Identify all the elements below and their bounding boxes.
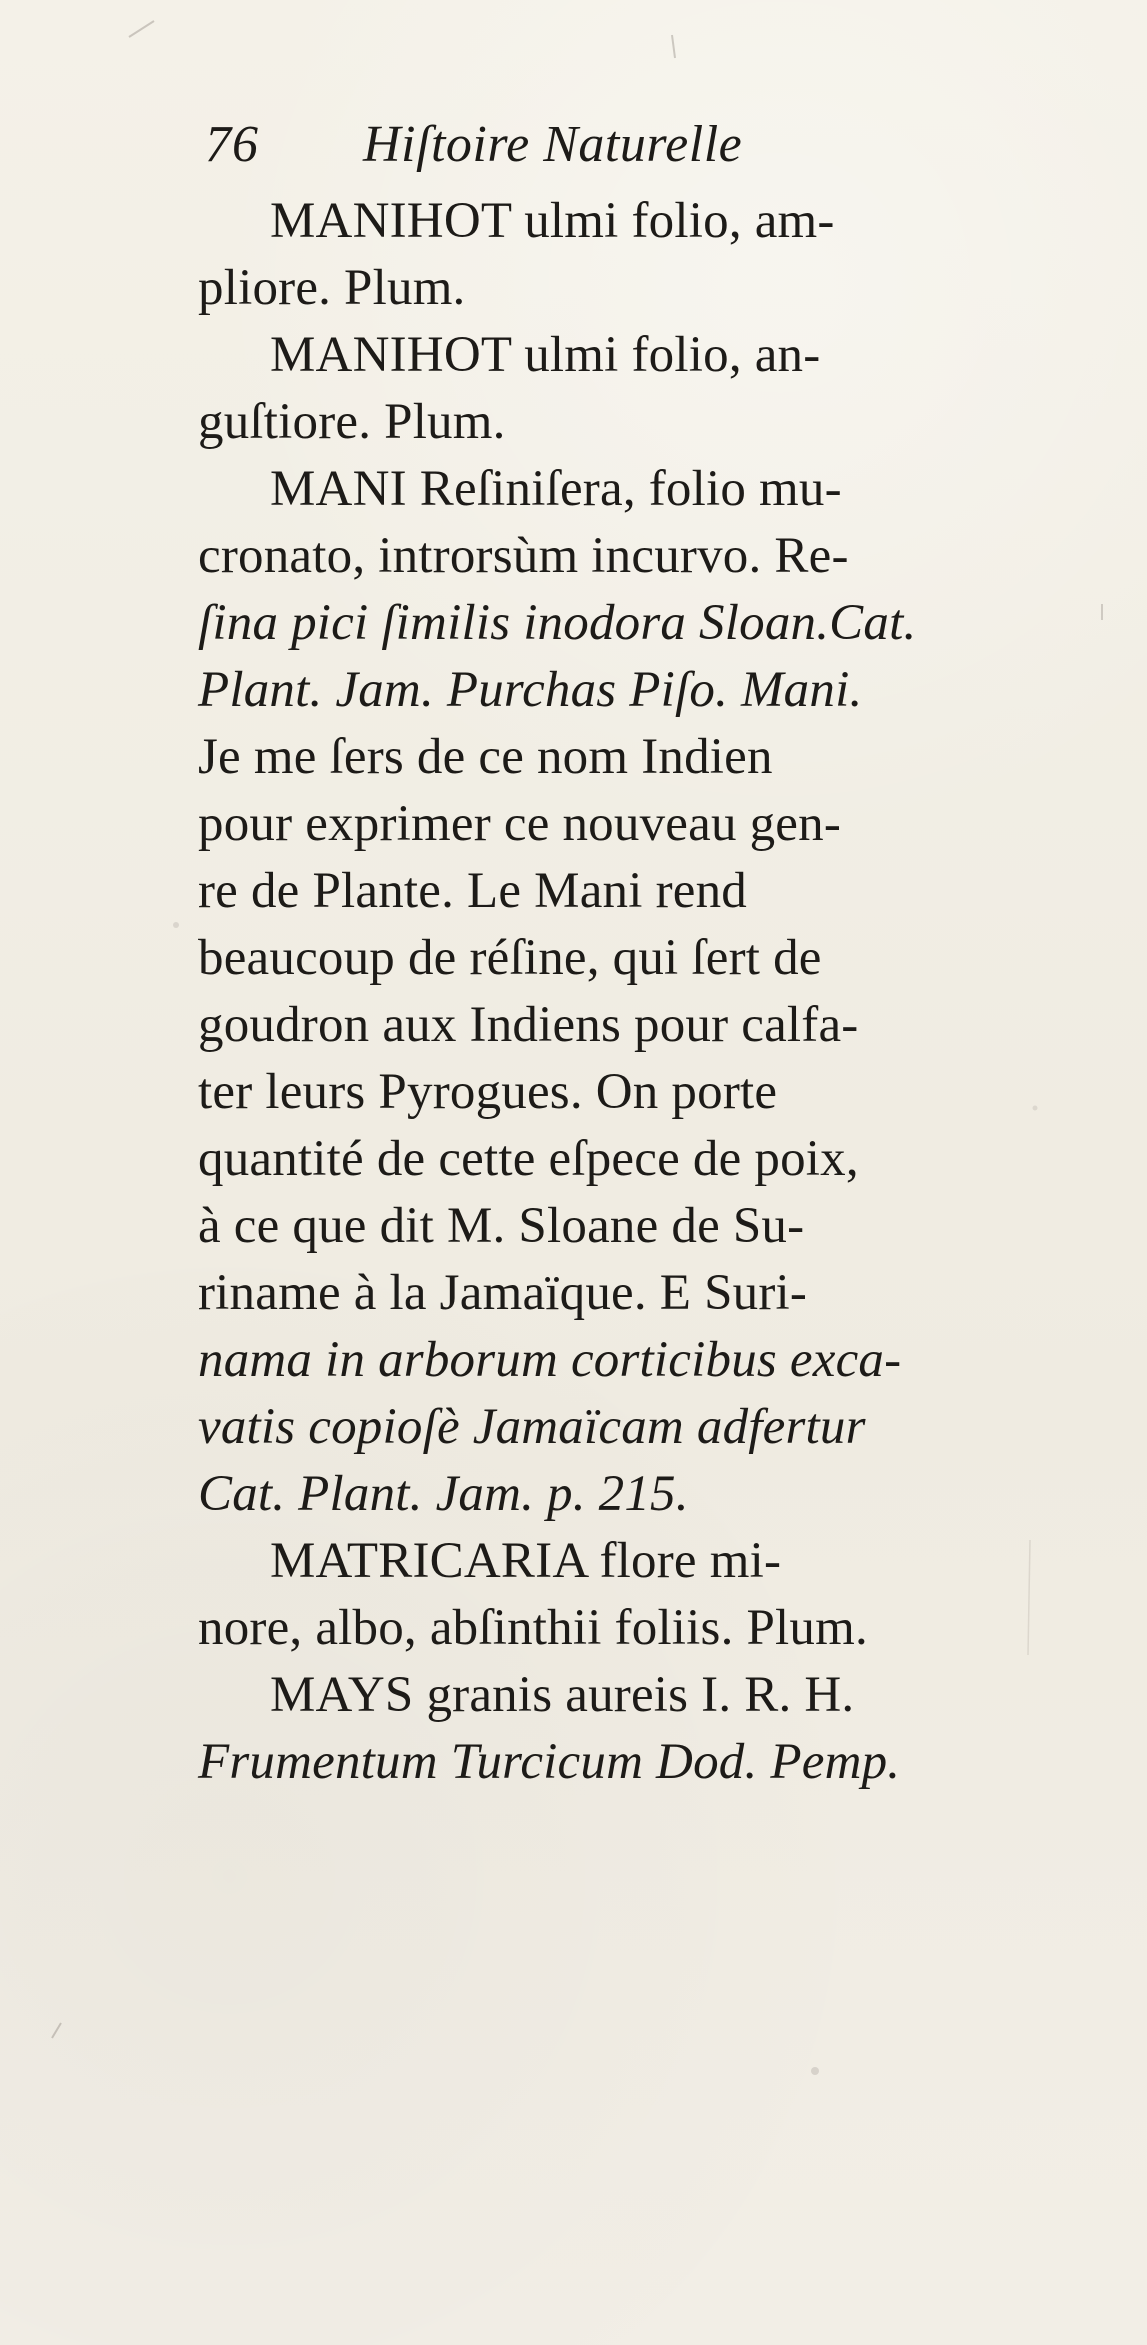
text-line: Plant. Jam. Purchas Piſo. Mani.	[198, 662, 863, 718]
text-line: nama in arborum corticibus exca-	[198, 1332, 902, 1388]
text-line: MAYS granis aureis I. R. H.	[270, 1667, 855, 1723]
text-line: goudron aux Indiens pour calfa-	[198, 997, 859, 1053]
text-line: Cat. Plant. Jam. p. 215.	[198, 1466, 689, 1522]
text-line: pliore. Plum.	[198, 260, 466, 316]
text-line: ter leurs Pyrogues. On porte	[198, 1064, 778, 1120]
text-line: Frumentum Turcicum Dod. Pemp.	[198, 1734, 901, 1790]
text-line: nore, albo, abſinthii foliis. Plum.	[198, 1600, 868, 1656]
text-line: cronato, introrsùm incurvo. Re-	[198, 528, 849, 584]
text-line: Je me ſers de ce nom Indien	[198, 729, 773, 785]
text-line: pour exprimer ce nouveau gen-	[198, 796, 842, 852]
text-line: guſtiore. Plum.	[198, 394, 506, 450]
paper-mark	[129, 21, 154, 37]
text-line: MANI Reſiniſera, folio mu-	[270, 461, 842, 517]
text-line: MANIHOT ulmi folio, am-	[270, 193, 835, 249]
text-line: quantité de cette eſpece de poix,	[198, 1131, 859, 1187]
text-line: vatis copioſè Jamaïcam adfertur	[198, 1399, 866, 1455]
paper-speck	[173, 922, 179, 928]
text-line: beaucoup de réſine, qui ſert de	[198, 930, 822, 986]
text-line: riname à la Jamaïque. E Suri-	[198, 1265, 808, 1321]
text-line: MATRICARIA flore mi-	[270, 1533, 782, 1589]
page-number: 76	[205, 116, 259, 173]
paper-mark	[52, 2023, 61, 2038]
text-line: ſina pici ſimilis inodora Sloan.Cat.	[198, 595, 917, 651]
running-head	[205, 110, 985, 180]
paper-mark	[672, 35, 675, 58]
text-line: MANIHOT ulmi folio, an-	[270, 327, 821, 383]
running-head-title: Hiſtoire Naturelle	[363, 116, 743, 173]
text-line: à ce que dit M. Sloane de Su-	[198, 1198, 805, 1254]
body-text	[198, 188, 1124, 1796]
paper-speck	[811, 2067, 819, 2075]
text-line: re de Plante. Le Mani rend	[198, 863, 747, 919]
